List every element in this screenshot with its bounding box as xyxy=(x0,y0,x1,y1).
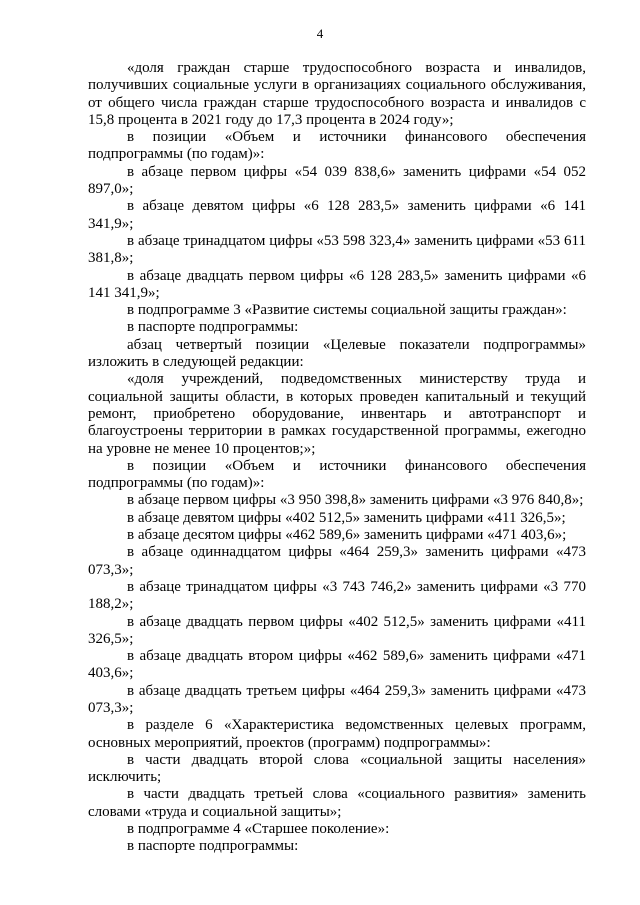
paragraph: в абзаце десятом цифры «462 589,6» заменить цифрами «471 403,6»; xyxy=(127,527,567,544)
paragraph: в части двадцать второй слова «социальной защиты населения» исключить; xyxy=(88,751,586,786)
paragraph: в абзаце двадцать первом цифры «6 128 283,5» заменить цифрами «6 141 341,9»; xyxy=(88,267,586,301)
page-number: 4 xyxy=(316,26,324,41)
paragraph: в части двадцать третьей слова «социального развития» заменить словами «труда и социальной защиты»; xyxy=(88,786,586,820)
document-body xyxy=(88,60,586,856)
paragraph: в подпрограмме 4 «Старшее поколение»: xyxy=(127,821,390,838)
paragraph: в паспорте подпрограммы: xyxy=(127,319,299,336)
paragraph: в абзаце первом цифры «3 950 398,8» заменить цифрами «3 976 840,8»; xyxy=(127,492,584,509)
paragraph: в абзаце тринадцатом цифры «53 598 323,4» заменить цифрами «53 611 381,8»; xyxy=(88,232,586,267)
paragraph: в позиции «Объем и источники финансового обеспечения подпрограммы (по годам)»: xyxy=(88,457,586,492)
paragraph: в разделе 6 «Характеристика ведомственных целевых программ, основных мероприятий, проектов (программ) подпрограммы»: xyxy=(88,717,586,751)
paragraph: в паспорте подпрограммы: xyxy=(127,838,299,855)
paragraph: в абзаце тринадцатом цифры «3 743 746,2» заменить цифрами «3 770 188,2»; xyxy=(88,578,586,613)
paragraph: в абзаце девятом цифры «402 512,5» заменить цифрами «411 326,5»; xyxy=(127,509,566,526)
paragraph: «доля учреждений, подведомственных министерству труда и социальной защиты области, в которых проведен капитальный и текущий ремонт, приобретено оборудование, инвентарь и автотранспорт и благоустроены территории в рамках государственной программы, ежегодно на уровне не менее 10 процентов;»; xyxy=(88,371,586,457)
paragraph: в абзаце двадцать первом цифры «402 512,5» заменить цифрами «411 326,5»; xyxy=(88,613,586,647)
paragraph: в позиции «Объем и источники финансового обеспечения подпрограммы (по годам)»: xyxy=(88,129,586,163)
paragraph: в абзаце двадцать третьем цифры «464 259,3» заменить цифрами «473 073,3»; xyxy=(88,682,586,716)
paragraph: в абзаце девятом цифры «6 128 283,5» заменить цифрами «6 141 341,9»; xyxy=(88,198,586,232)
paragraph: в абзаце двадцать втором цифры «462 589,6» заменить цифрами «471 403,6»; xyxy=(88,648,586,682)
paragraph: в абзаце одиннадцатом цифры «464 259,3» заменить цифрами «473 073,3»; xyxy=(88,544,586,578)
paragraph: абзац четвертый позиции «Целевые показатели подпрограммы» изложить в следующей редакции: xyxy=(88,336,586,371)
paragraph: в абзаце первом цифры «54 039 838,6» заменить цифрами «54 052 897,0»; xyxy=(88,163,586,198)
paragraph: в подпрограмме 3 «Развитие системы социальной защиты граждан»: xyxy=(127,302,567,319)
paragraph: «доля граждан старше трудоспособного возраста и инвалидов, получивших социальные услуги в организациях социального обслуживания, от общего числа граждан старше трудоспособного возраста и инвалидов с 15,8 процента в 2021 году до 17,3 процента в 2024 году»; xyxy=(88,60,586,128)
